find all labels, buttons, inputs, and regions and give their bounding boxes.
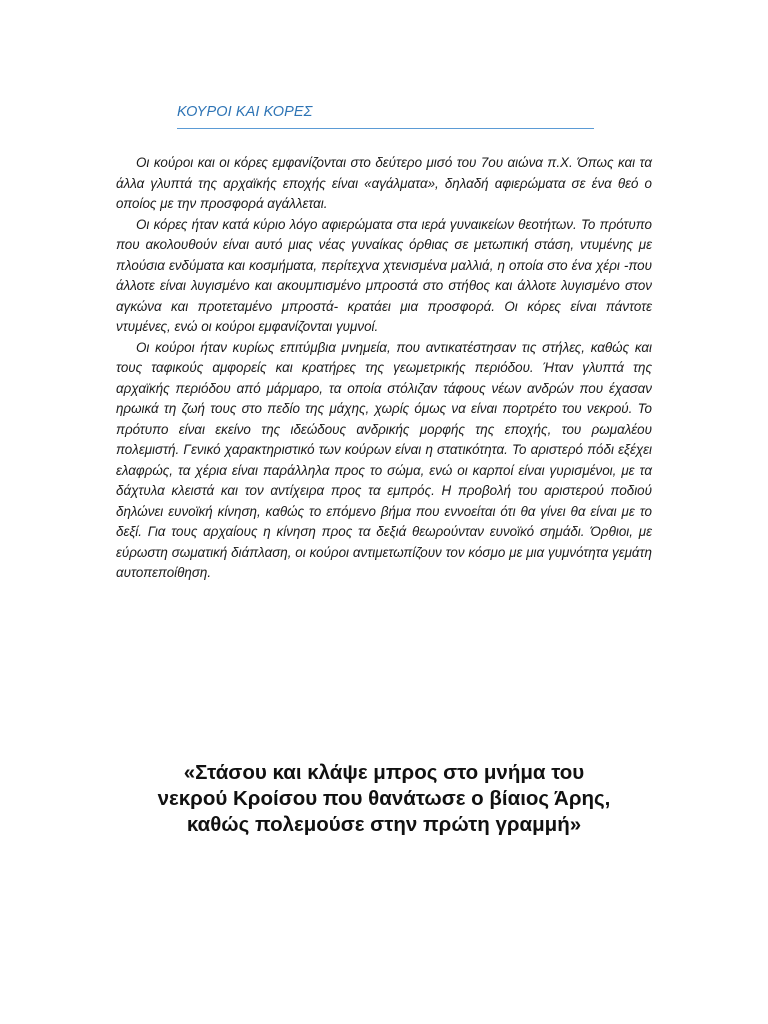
- section-heading: ΚΟΥΡΟΙ ΚΑΙ ΚΟΡΕΣ: [177, 104, 313, 120]
- body-text: [116, 153, 652, 584]
- quote-line: καθώς πολεμούσε στην πρώτη γραμμή»: [186, 813, 582, 836]
- quote-line: «Στάσου και κλάψε μπρος στο μνήμα του: [183, 761, 585, 784]
- paragraph-kouroi: Οι κούροι ήταν κυρίως επιτύμβια μνημεία, που αντικατέστησαν τις στήλες, καθώς και τους ταφικούς αμφορείς και κρατήρες της γεωμετρικής περιόδου. Ήταν γλυπτά της αρχαϊκής περιόδου από μάρμαρο, τα οποία στόλιζαν τάφους νέων ανδρών που έχασαν ηρωικά τη ζωή τους στο πεδίο της μάχης, χωρίς όμως να είναι πορτρέτο του νεκρού. Το πρότυπο είναι εκείνο της ιδεώδους ανδρικής μορφής της εποχής, του ρωμαλέου πολεμιστή. Γενικό χαρακτηριστικό των κούρων είναι η στατικότητα. Το αριστερό πόδι εξέχει ελαφρώς, τα χέρια είναι παράλληλα προς το σώμα, ενώ οι καρποί είναι γυρισμένοι, με τα δάχτυλα κλειστά και τον αντίχειρα προς τα εμπρός. Η προβολή του αριστερού ποδιού δηλώνει ευνοϊκή κίνηση, καθώς το επόμενο βήμα που εννοείται ότι θα γίνει θα είναι με το δεξί. Για τους αρχαίους η κίνηση προς τα δεξιά θεωρούνταν ευνοϊκό σημάδι. Όρθιοι, με εύρωστη σωματική διάπλαση, οι κούροι αντιμετωπίζουν τον κόσμο με μια γυμνότητα γεμάτη αυτοπεποίθηση.: [116, 339, 652, 580]
- heading-underline: [177, 128, 594, 129]
- paragraph-korai: Οι κόρες ήταν κατά κύριο λόγο αφιερώματα στα ιερά γυναικείων θεοτήτων. Το πρότυπο που ακολουθούν είναι αυτό μιας νέας γυναίκας όρθιας σε μετωπική στάση, ντυμένης με πλούσια ενδύματα και κοσμήματα, περίτεχνα χτενισμένα μαλλιά, η οποία στο ένα χέρι -που άλλοτε είναι λυγισμένο και ακουμπισμένο μπροστά στο στήθος και άλλοτε λυγισμένο στον αγκώνα και προτεταμένο μπροστά- κρατάει μια προσφορά. Οι κόρες είναι πάντοτε ντυμένες, ενώ οι κούροι εμφανίζονται γυμνοί.: [116, 216, 652, 334]
- quote-line: νεκρού Κροίσου που θανάτωσε ο βίαιος Άρης,: [157, 787, 611, 810]
- epitaph-quote: [100, 760, 668, 838]
- paragraph-intro: Οι κούροι και οι κόρες εμφανίζονται στο δεύτερο μισό του 7ου αιώνα π.Χ. Όπως και τα άλλα γλυπτά της αρχαϊκής εποχής είναι «αγάλματα», δηλαδή αφιερώματα σε ένα θεό ο οποίος με την προσφορά αγάλλεται.: [116, 155, 652, 211]
